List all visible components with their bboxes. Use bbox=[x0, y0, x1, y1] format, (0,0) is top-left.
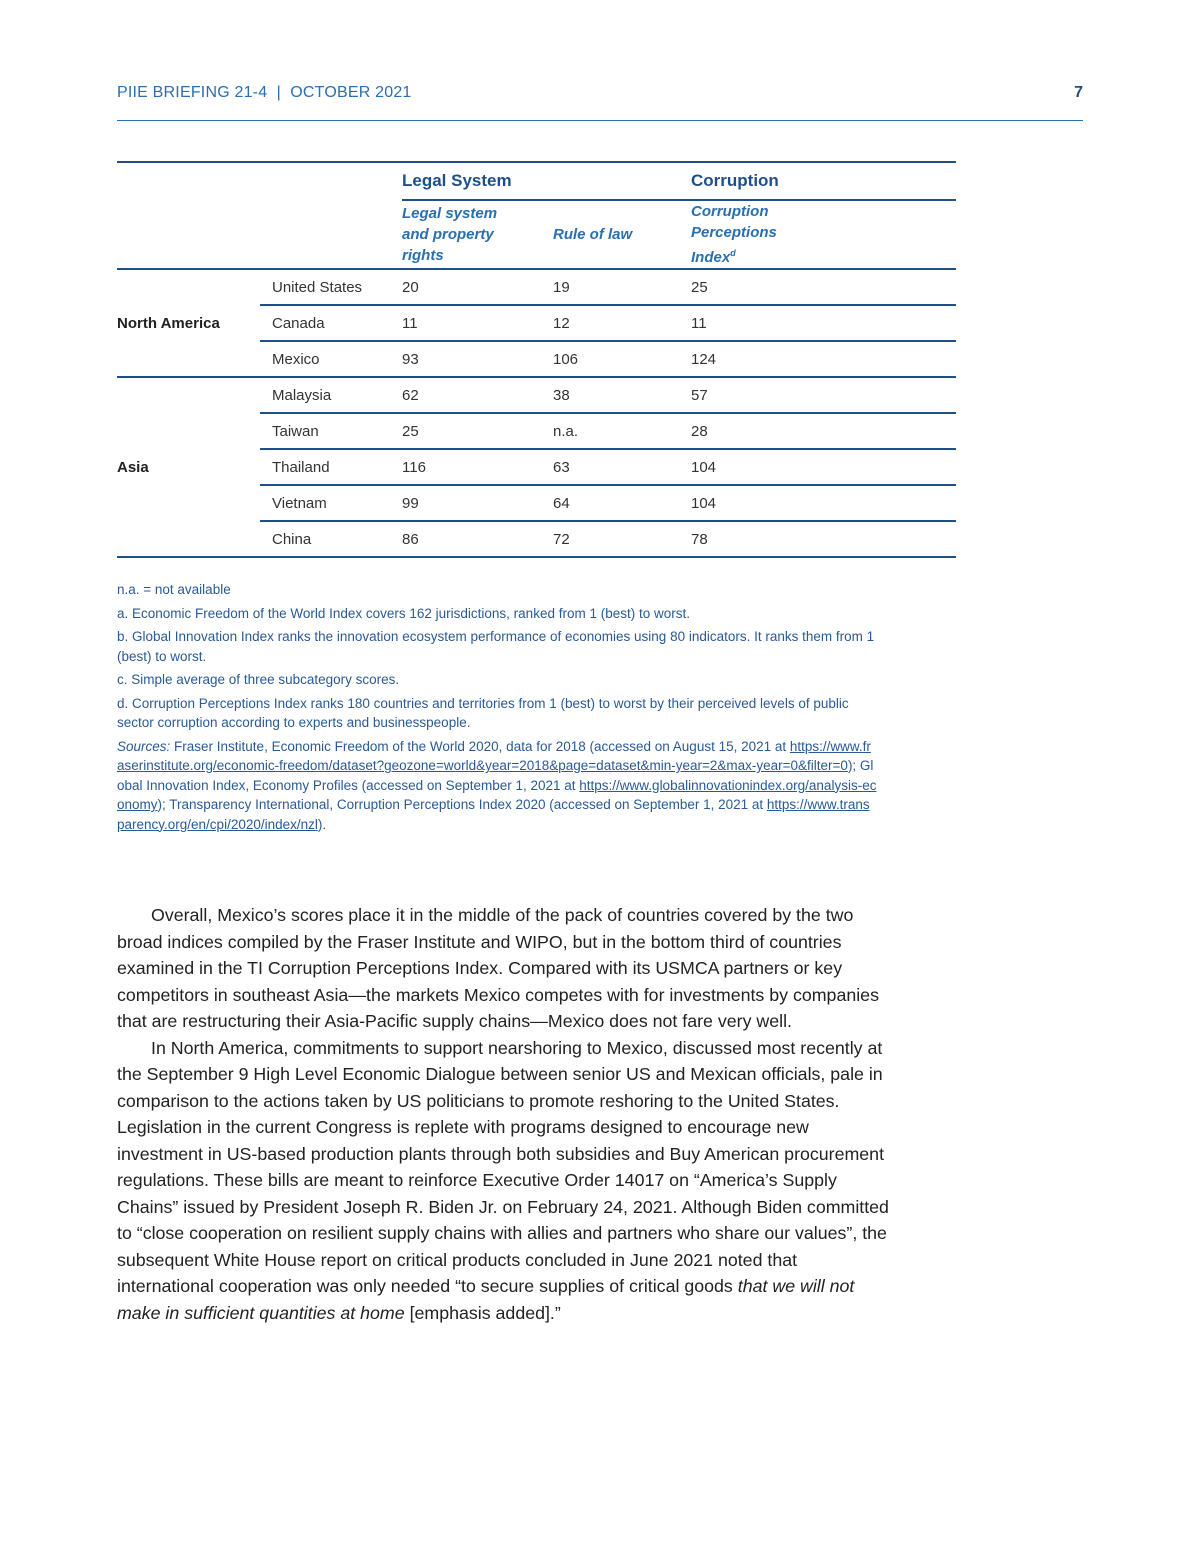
body-text bbox=[117, 902, 892, 1326]
rule-cell: 106 bbox=[553, 341, 691, 377]
link-gii[interactable]: https://www.globalinnovationindex.org/analysis-economy bbox=[117, 777, 877, 812]
group-header-legal: Legal System bbox=[402, 163, 691, 200]
country-cell: United States bbox=[260, 269, 402, 305]
country-cell: Mexico bbox=[260, 341, 402, 377]
subheader-rule-of-law: Rule of law bbox=[553, 200, 691, 269]
legal-cell: 62 bbox=[402, 377, 553, 413]
legal-cell: 99 bbox=[402, 485, 553, 521]
rule-cell: 38 bbox=[553, 377, 691, 413]
link-ti[interactable]: https://www.transparency.org/en/cpi/2020/index/nzl bbox=[117, 797, 870, 832]
rule-cell: 64 bbox=[553, 485, 691, 521]
region-label: Asia bbox=[117, 377, 260, 557]
table-notes bbox=[117, 580, 877, 838]
paragraph-1: Overall, Mexico’s scores place it in the middle of the pack of countries covered by the two broad indices compiled by the Fraser Institute and WIPO, but in the bottom third of countries examined in the TI Corruption Perceptions Index. Compared with its USMCA partners or key competitors in southeast Asia—the markets Mexico competes with for investments by companies that are restructuring their Asia-Pacific supply chains—Mexico does not fare very well. bbox=[117, 905, 879, 1031]
legal-cell: 86 bbox=[402, 521, 553, 557]
publication-title: PIIE BRIEFING 21-4 | OCTOBER 2021 bbox=[117, 84, 412, 101]
note-a: a. Economic Freedom of the World Index covers 162 jurisdictions, ranked from 1 (best) to worst. bbox=[117, 605, 690, 621]
cpi-cell: 104 bbox=[691, 485, 956, 521]
country-cell: Malaysia bbox=[260, 377, 402, 413]
legal-cell: 20 bbox=[402, 269, 553, 305]
cpi-cell: 28 bbox=[691, 413, 956, 449]
legal-cell: 93 bbox=[402, 341, 553, 377]
cpi-cell: 57 bbox=[691, 377, 956, 413]
subheader-cpi: Corruption Perceptions Index$^d$ bbox=[691, 200, 956, 269]
indicator-table bbox=[117, 161, 956, 558]
country-cell: China bbox=[260, 521, 402, 557]
cpi-cell: 104 bbox=[691, 449, 956, 485]
cpi-cell: 25 bbox=[691, 269, 956, 305]
table-row bbox=[117, 377, 956, 413]
rule-cell: 19 bbox=[553, 269, 691, 305]
table-row bbox=[117, 269, 956, 305]
page-header bbox=[117, 84, 1083, 121]
paragraph-2: In North America, commitments to support nearshoring to Mexico, discussed most recently at the September 9 High Level Economic Dialogue between senior US and Mexican officials, pale in comparison to the actions taken by US politicians to promote reshoring to the United States. Legislation in the current Congress is replete with programs designed to encourage new investment in US-based production plants through both subsidies and Buy American procurement regulations. These bills are meant to reinforce Executive Order 14017 on “America’s Supply Chains” issued by President Joseph R. Biden Jr. on February 24, 2021. Although Biden committed to “close cooperation on resilient supply chains with allies and partners who share our values”, the subsequent White House report on critical products concluded in June 2021 noted that international cooperation was only needed “to secure supplies of critical goods that we will not make in sufficient quantities at home [emphasis added].” bbox=[117, 1037, 889, 1323]
country-cell: Thailand bbox=[260, 449, 402, 485]
rule-cell: 12 bbox=[553, 305, 691, 341]
sources-label: Sources: bbox=[117, 738, 171, 754]
subheader-legal-system: Legal system and property rights bbox=[402, 200, 553, 269]
country-cell: Canada bbox=[260, 305, 402, 341]
cpi-cell: 78 bbox=[691, 521, 956, 557]
cpi-cell: 124 bbox=[691, 341, 956, 377]
note-c: c. Simple average of three subcategory scores. bbox=[117, 672, 400, 687]
legal-cell: 116 bbox=[402, 449, 553, 485]
region-label: North America bbox=[117, 269, 260, 377]
note-na: n.a. = not available bbox=[117, 582, 231, 597]
link-fraser[interactable]: https://www.fraserinstitute.org/economic-freedom/dataset?geozone=world&year=2018&page=dataset&min-year=2&max-year=0&filter=0 bbox=[117, 738, 871, 773]
sources-note: Sources: Fraser Institute, Economic Freedom of the World 2020, data for 2018 (accessed on August 15, 2021 at https://www.fraserinstitute.org/economic-freedom/dataset?geozone=world&year=2018&page=dataset&min-year=2&max-year=0&filter=0); Global Innovation Index, Economy Profiles (accessed on September 1, 2021 at https://www.globalinnovationindex.org/analysis-economy); Transparency International, Corruption Perceptions Index 2020 (accessed on September 1, 2021 at https://www.transparency.org/en/cpi/2020/index/nzl). bbox=[117, 738, 877, 832]
cpi-cell: 11 bbox=[691, 305, 956, 341]
country-cell: Vietnam bbox=[260, 485, 402, 521]
rule-cell: 63 bbox=[553, 449, 691, 485]
page-number: 7 bbox=[1074, 84, 1083, 101]
note-d: d. Corruption Perceptions Index ranks 180 countries and territories from 1 (best) to worst by their perceived levels of public sector corruption according to experts and businesspeople. bbox=[117, 695, 849, 730]
group-header-corruption: Corruption bbox=[691, 163, 956, 200]
note-b: b. Global Innovation Index ranks the innovation ecosystem performance of economies using 80 indicators. It ranks them from 1 (best) to worst. bbox=[117, 629, 875, 664]
rule-cell: 72 bbox=[553, 521, 691, 557]
legal-cell: 11 bbox=[402, 305, 553, 341]
legal-cell: 25 bbox=[402, 413, 553, 449]
rule-cell: n.a. bbox=[553, 413, 691, 449]
country-cell: Taiwan bbox=[260, 413, 402, 449]
